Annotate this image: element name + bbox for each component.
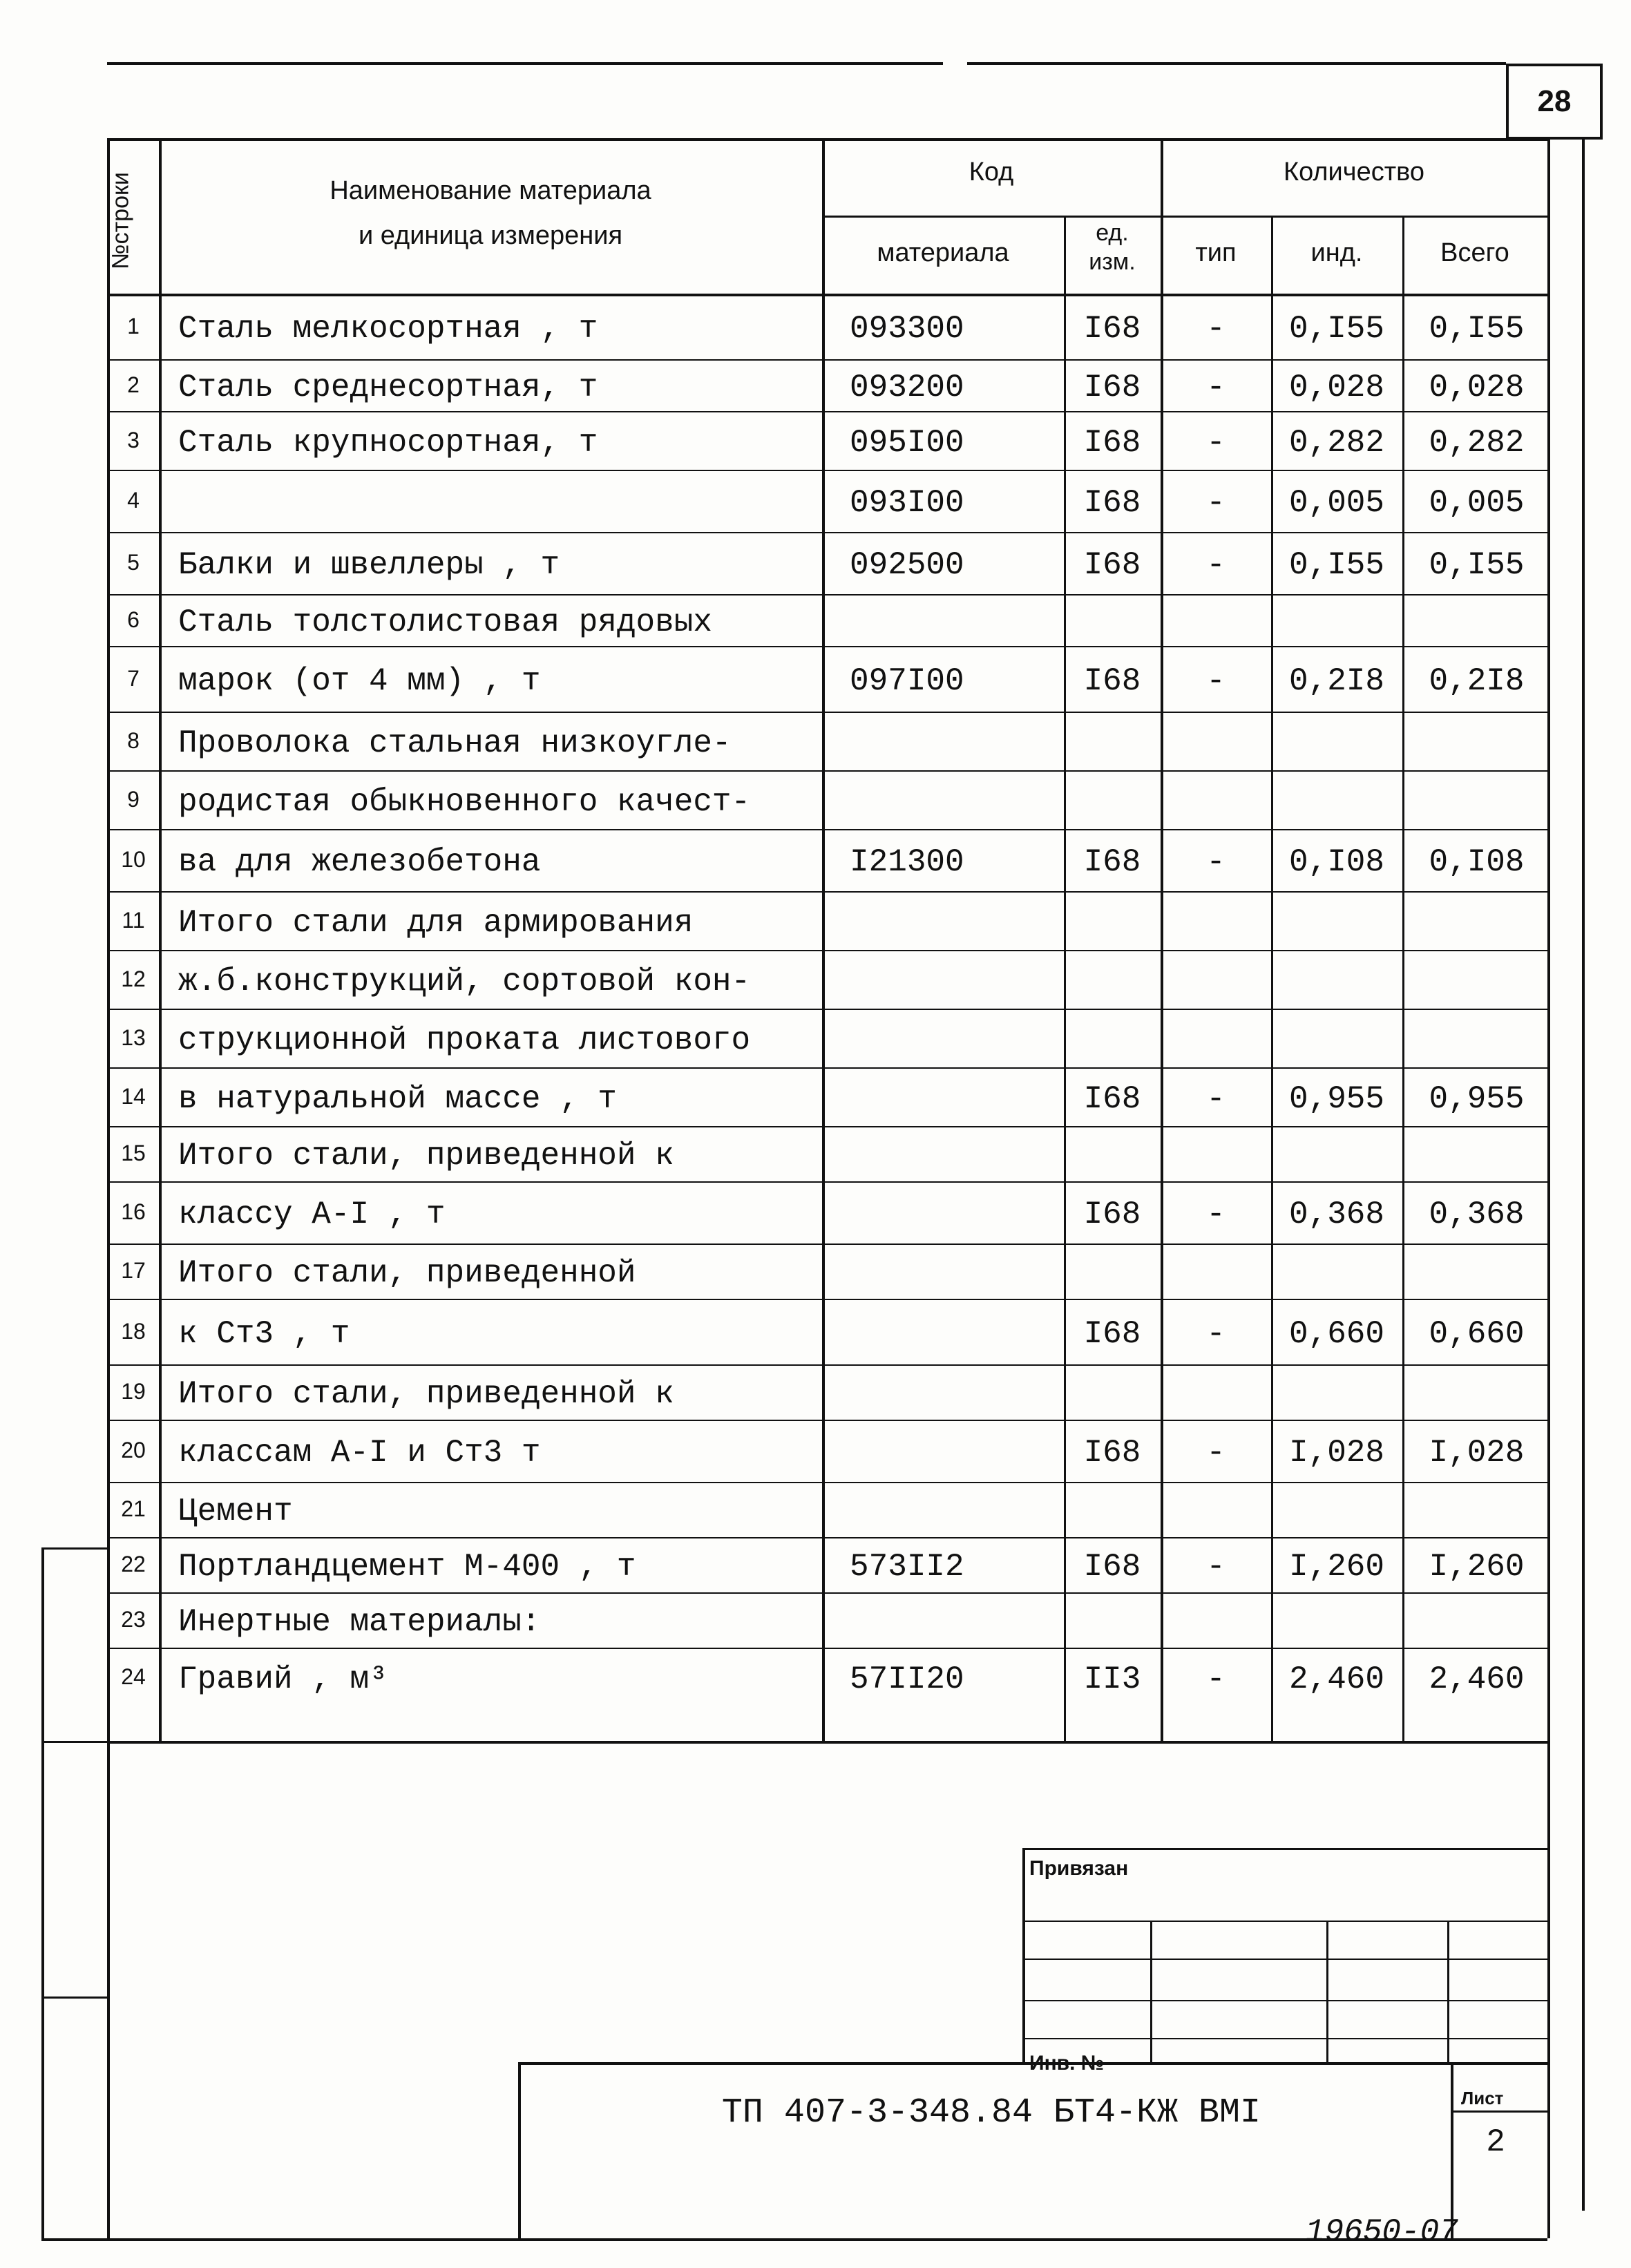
row-number: 1: [127, 313, 140, 339]
unit-code: I68: [1083, 1549, 1141, 1585]
qty-individual: 0,028: [1288, 369, 1385, 406]
material-name: к Ст3 , т: [178, 1315, 350, 1352]
code-unit-header-l1: ед.: [1096, 220, 1129, 246]
code-group-header: Код: [969, 158, 1014, 187]
stamp-col3: [1447, 1921, 1449, 2062]
material-name: Цемент: [178, 1494, 293, 1530]
top-rule: [107, 62, 943, 65]
material-code: 57II20: [850, 1661, 964, 1697]
row-number: 9: [127, 786, 140, 812]
sheet-number: 2: [1486, 2124, 1505, 2160]
row-number: 20: [121, 1438, 146, 1462]
qty-type: -: [1206, 547, 1225, 583]
material-code: 092500: [850, 547, 964, 583]
row-number: 7: [127, 665, 140, 691]
table-bottom-border: [107, 1741, 1547, 1744]
frame-left-lower: [107, 1741, 110, 2238]
qty-type: -: [1206, 369, 1225, 406]
material-name: струкционной проката листового: [178, 1022, 751, 1058]
qty-type: -: [1206, 1435, 1225, 1471]
qty-individual: 0,I08: [1288, 844, 1385, 880]
material-name: родистая обыкновенного качест-: [178, 783, 751, 820]
qty-type: -: [1206, 1549, 1225, 1585]
unit-code: II3: [1083, 1661, 1141, 1697]
material-code: 093200: [850, 369, 964, 406]
qty-individual: 0,368: [1288, 1197, 1385, 1232]
material-name: Проволока стальная низкоугле-: [178, 725, 732, 761]
row-separator: [107, 1537, 1547, 1538]
qty-total: I,260: [1429, 1549, 1525, 1585]
row-number: 6: [127, 607, 140, 632]
qty-total: I,028: [1429, 1435, 1525, 1471]
qty-type: -: [1206, 844, 1225, 880]
qty-total: 0,I08: [1429, 844, 1525, 880]
table-top-border: [107, 138, 1547, 141]
material-name: Итого стали, приведенной к: [178, 1376, 674, 1412]
row-number: 14: [121, 1083, 146, 1109]
material-code: I21300: [850, 844, 964, 880]
row-separator: [107, 829, 1547, 830]
frame-right-lower: [1547, 1741, 1550, 2238]
row-separator: [107, 1648, 1547, 1649]
row-number: 21: [121, 1496, 146, 1521]
material-name: Сталь толстолистовая рядовых: [178, 604, 712, 640]
unit-code: I68: [1083, 1435, 1141, 1471]
qty-individual: I,028: [1288, 1435, 1385, 1471]
row-separator: [107, 1009, 1547, 1010]
row-number: 11: [122, 907, 145, 933]
row-number: 8: [127, 727, 140, 753]
material-code: 093I00: [850, 485, 964, 521]
col-type-border: [1271, 216, 1273, 1741]
row-number: 5: [127, 550, 140, 575]
material-name: в натуральной массе , т: [178, 1080, 617, 1117]
title-sheet-divider: [1451, 2110, 1547, 2113]
qty-type: -: [1206, 1661, 1225, 1697]
table-left-border: [107, 138, 110, 1741]
row-separator: [107, 1181, 1547, 1183]
qty-individual: 0,2I8: [1288, 663, 1385, 699]
table-right-border: [1547, 138, 1550, 1741]
row-number: 22: [121, 1552, 146, 1576]
row-number: 15: [121, 1141, 146, 1165]
qty-total: 0,I55: [1429, 547, 1525, 583]
row-number: 2: [127, 372, 140, 397]
col-code-border: [1161, 138, 1163, 1741]
inventory-number-label: Инв. №: [1029, 2052, 1105, 2075]
binding-strip-mid1: [41, 1741, 107, 1743]
row-number: 16: [121, 1199, 146, 1224]
material-name: марок (от 4 мм) , т: [178, 663, 541, 699]
qty-total: 0,I55: [1429, 310, 1525, 347]
stamp-top: [1022, 1848, 1547, 1850]
row-separator: [107, 1364, 1547, 1366]
unit-code: I68: [1083, 844, 1141, 880]
row-separator: [107, 411, 1547, 412]
material-name: классу А-I , т: [178, 1197, 446, 1232]
stamp-col2: [1326, 1921, 1328, 2062]
header-bottom-border: [107, 294, 1547, 296]
row-number: 12: [121, 966, 146, 991]
material-code: 093300: [850, 310, 964, 347]
unit-code: I68: [1083, 424, 1141, 461]
material-name: классам А-I и Ст3 т: [178, 1435, 541, 1471]
qty-type: -: [1206, 485, 1225, 521]
row-separator: [107, 646, 1547, 647]
code-unit-header-l2: изм.: [1089, 249, 1136, 275]
col-ind-border: [1402, 216, 1404, 1741]
unit-code: I68: [1083, 485, 1141, 521]
bound-label: Привязан: [1029, 1857, 1129, 1880]
stamp-col1: [1150, 1921, 1152, 2062]
qty-type: -: [1206, 1197, 1225, 1232]
binding-strip-top: [41, 1547, 107, 1550]
qty-individual: 0,282: [1288, 424, 1385, 461]
material-name: Гравий , м³: [178, 1661, 388, 1697]
unit-code: I68: [1083, 310, 1141, 347]
qty-total: 0,028: [1429, 369, 1525, 406]
row-separator: [107, 1126, 1547, 1127]
row-number: 18: [121, 1318, 146, 1344]
row-separator: [107, 532, 1547, 533]
row-number: 13: [121, 1025, 146, 1050]
unit-code: I68: [1083, 1197, 1141, 1232]
material-name: Портландцемент М-400 , т: [178, 1549, 636, 1585]
qty-type: -: [1206, 310, 1225, 347]
material-name: Балки и швеллеры , т: [178, 547, 560, 583]
unit-code: I68: [1083, 663, 1141, 699]
header-mid-line: [822, 216, 1547, 218]
material-name: Сталь крупносортная, т: [178, 424, 598, 461]
row-separator: [107, 1243, 1547, 1245]
qty-total: 2,460: [1429, 1661, 1525, 1697]
qty-type-header: тип: [1195, 238, 1237, 267]
col-mat-border: [1064, 216, 1066, 1741]
qty-type: -: [1206, 424, 1225, 461]
material-name: Итого стали для армирования: [178, 904, 694, 941]
row-separator: [107, 1592, 1547, 1594]
name-header-line2: и единица измерения: [358, 221, 623, 250]
unit-code: I68: [1083, 1080, 1141, 1117]
material-code: 573II2: [850, 1549, 964, 1585]
qty-total: 0,955: [1429, 1080, 1525, 1117]
row-separator: [107, 1299, 1547, 1300]
qty-group-header: Количество: [1283, 158, 1425, 187]
binding-strip-left: [41, 1547, 44, 2238]
row-separator: [107, 359, 1547, 361]
row-number: 3: [127, 427, 140, 452]
qty-type: -: [1206, 663, 1225, 699]
row-number: 4: [127, 488, 140, 513]
row-number: 19: [121, 1379, 146, 1404]
row-number: 24: [121, 1664, 146, 1689]
qty-total: 0,660: [1429, 1315, 1525, 1352]
material-name: Итого стали, приведенной к: [178, 1138, 674, 1174]
qty-individual: 0,005: [1288, 485, 1385, 521]
row-separator: [107, 1482, 1547, 1483]
qty-total: 0,282: [1429, 424, 1525, 461]
qty-individual: 0,660: [1288, 1315, 1385, 1352]
col-name-border: [822, 138, 825, 1741]
col-nos-border: [159, 138, 162, 1741]
row-number: 10: [121, 847, 146, 872]
qty-type: -: [1206, 1315, 1225, 1352]
material-name: Сталь среднесортная, т: [178, 369, 598, 406]
sheet-label: Лист: [1461, 2088, 1504, 2108]
code-material-header: материала: [877, 238, 1009, 267]
stamp-left: [1022, 1848, 1025, 2062]
row-number: 17: [121, 1258, 146, 1283]
qty-total: 0,005: [1429, 485, 1525, 521]
right-margin-line: [1582, 138, 1585, 2211]
page-number: 28: [1506, 64, 1603, 140]
row-separator: [107, 770, 1547, 772]
row-number: 23: [121, 1607, 146, 1632]
qty-type: -: [1206, 1080, 1225, 1117]
material-code: 095I00: [850, 424, 964, 461]
qty-total: 0,368: [1429, 1197, 1525, 1232]
material-name: ва для железобетона: [178, 844, 541, 880]
archive-number: 19650-07: [1306, 2214, 1458, 2250]
material-name: Инертные материалы:: [178, 1604, 541, 1640]
qty-ind-header: инд.: [1310, 238, 1363, 267]
row-separator: [107, 891, 1547, 893]
top-rule-right: [967, 62, 1506, 65]
name-header-line1: Наименование материала: [330, 176, 651, 205]
material-name: ж.б.конструкций, сортовой кон-: [178, 963, 751, 1000]
stamp-row1: [1022, 1921, 1547, 1922]
row-separator: [107, 712, 1547, 713]
title-sheet-left: [1451, 2062, 1453, 2238]
material-code: 097I00: [850, 663, 964, 699]
row-separator: [107, 1067, 1547, 1069]
unit-code: I68: [1083, 547, 1141, 583]
qty-total-header: Всего: [1440, 238, 1509, 267]
material-name: Сталь мелкосортная , т: [178, 310, 598, 347]
qty-individual: I,260: [1288, 1549, 1385, 1585]
unit-code: I68: [1083, 1315, 1141, 1352]
row-separator: [107, 470, 1547, 471]
title-block-left: [518, 2062, 521, 2238]
document-code: ТП 407-3-348.84 БТ4-КЖ ВМI: [721, 2093, 1261, 2133]
qty-individual: 2,460: [1288, 1661, 1385, 1697]
qty-individual: 0,I55: [1288, 310, 1385, 347]
stamp-row2: [1022, 1959, 1547, 1960]
row-separator: [107, 594, 1547, 595]
stamp-row3: [1022, 2000, 1547, 2001]
material-name: Итого стали, приведенной: [178, 1255, 636, 1291]
row-separator: [107, 950, 1547, 951]
qty-individual: 0,I55: [1288, 547, 1385, 583]
unit-code: I68: [1083, 369, 1141, 406]
stamp-row4: [1022, 2038, 1547, 2039]
row-separator: [107, 1420, 1547, 1421]
qty-total: 0,2I8: [1429, 663, 1525, 699]
qty-individual: 0,955: [1288, 1080, 1385, 1117]
binding-strip-mid2: [41, 1997, 107, 1999]
